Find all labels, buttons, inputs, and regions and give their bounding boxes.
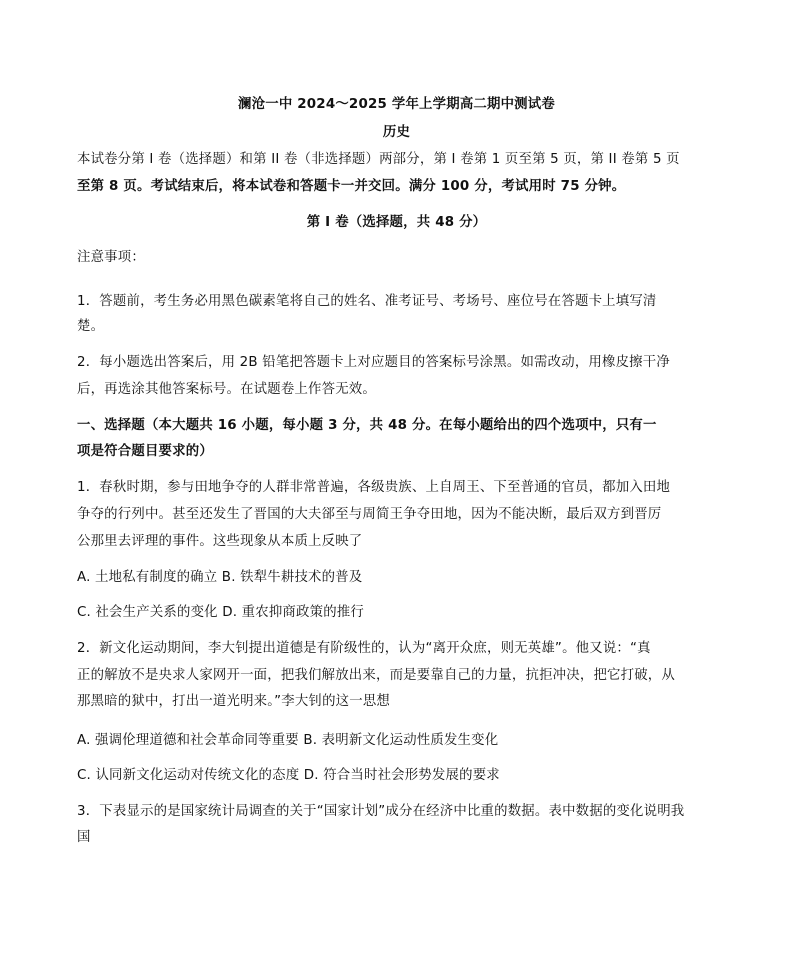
q2-stem-line-1: 2．新文化运动期间，李大钊提出道德是有阶级性的，认为“离开众庶，则无英雄”。他又说：“真 — [77, 641, 651, 656]
notice-item-1-line-1: 1．答题前，考生务必用黑色碳素笔将自己的姓名、准考证号、考场号、座位号在答题卡上填写清 — [77, 294, 657, 309]
subject-title: 历史 — [382, 125, 411, 140]
q1-stem-line-3: 公那里去评理的事件。这些现象从本质上反映了 — [77, 534, 363, 549]
section-title: 第 I 卷（选择题，共 48 分） — [306, 215, 487, 230]
q1-stem-line-2: 争夺的行列中。甚至还发生了晋国的大夫郤至与周简王争夺田地，因为不能决断，最后双方到晋厉 — [77, 507, 662, 522]
intro-line-2: 至第 8 页。考试结束后，将本试卷和答题卡一并交回。满分 100 分，考试用时 75 分钟。 — [77, 179, 626, 194]
notice-label: 注意事项： — [77, 250, 145, 265]
exam-title: 澜沧一中 2024～2025 学年上学期高二期中测试卷 — [238, 97, 555, 112]
q2-options-line-1: A. 强调伦理道德和社会革命同等重要 B. 表明新文化运动性质发生变化 — [77, 733, 499, 748]
q1-options-line-2: C. 社会生产关系的变化 D. 重农抑商政策的推行 — [77, 605, 364, 620]
part-one-heading-line-2: 项是符合题目要求的） — [77, 444, 213, 459]
q2-stem-line-2: 正的解放不是央求人家网开一面，把我们解放出来，而是要靠自己的力量，抗拒冲决，把它打破，从 — [77, 668, 675, 683]
notice-item-2-line-2: 后，再选涂其他答案标号。在试题卷上作答无效。 — [77, 382, 376, 397]
q2-options-line-2: C. 认同新文化运动对传统文化的态度 D. 符合当时社会形势发展的要求 — [77, 768, 500, 783]
q3-stem-line-2: 国 — [77, 830, 91, 845]
notice-item-1-line-2: 楚。 — [77, 319, 105, 334]
part-one-heading-line-1: 一、选择题（本大题共 16 小题，每小题 3 分，共 48 分。在每小题给出的四个选项中，只有一 — [77, 418, 657, 433]
q2-stem-line-3: 那黑暗的狱中，打出一道光明来。”李大钊的这一思想 — [77, 694, 391, 709]
notice-item-2-line-1: 2．每小题选出答案后，用 2B 铅笔把答题卡上对应题目的答案标号涂黑。如需改动，用橡皮擦干净 — [77, 355, 670, 370]
intro-line-1: 本试卷分第 I 卷（选择题）和第 II 卷（非选择题）两部分，第 I 卷第 1 页至第 5 页，第 II 卷第 5 页 — [77, 152, 680, 167]
q3-stem-line-1: 3．下表显示的是国家统计局调查的关于“国家计划”成分在经济中比重的数据。表中数据的变化说明我 — [77, 804, 685, 819]
q1-options-line-1: A. 土地私有制度的确立 B. 铁犁牛耕技术的普及 — [77, 570, 363, 585]
q1-stem-line-1: 1．春秋时期，参与田地争夺的人群非常普遍，各级贵族、上自周王、下至普通的官员，都加入田地 — [77, 480, 671, 495]
